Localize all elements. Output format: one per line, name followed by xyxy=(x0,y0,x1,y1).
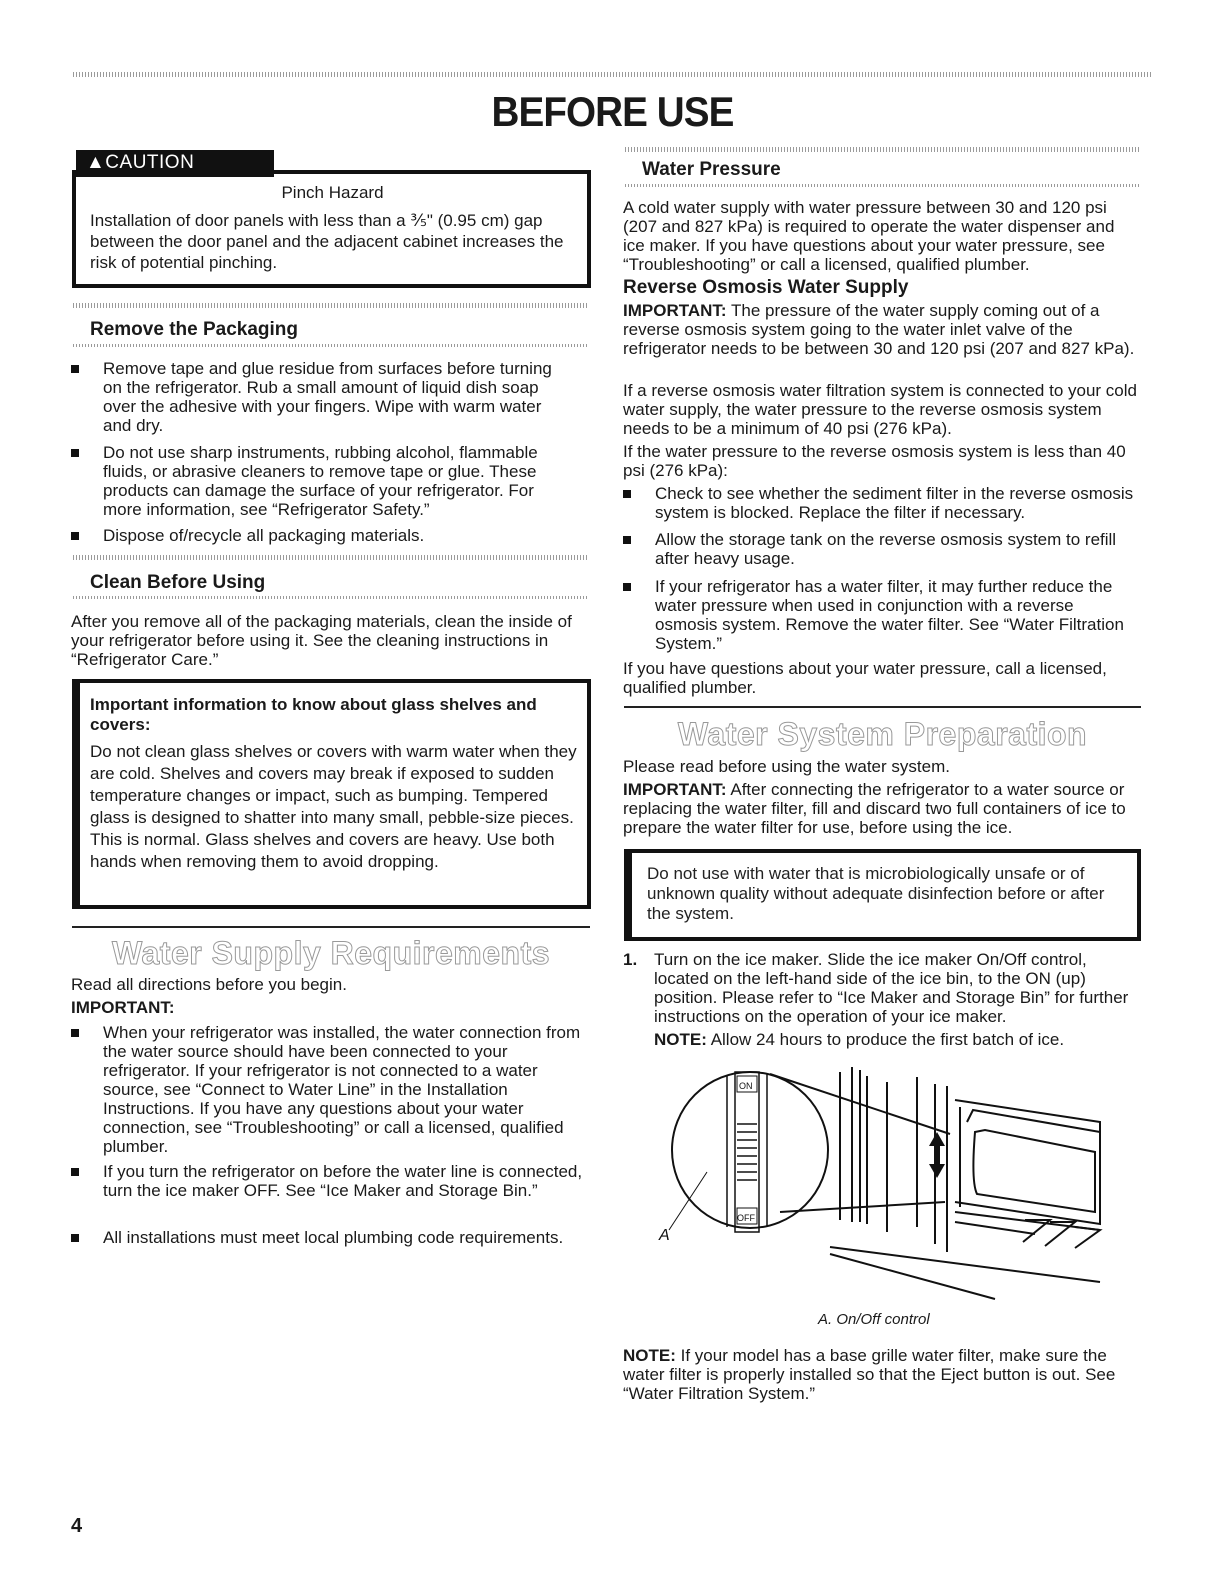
reverse-osmosis-p4: If you have questions about your water pressure, call a licensed, qualified plumber. xyxy=(623,659,1107,697)
water-supply-intro: Read all directions before you begin. xyxy=(71,975,347,994)
list-item-text: When your refrigerator was installed, the water connection from the water source should have been connected to your refrigerator. If your refrigerator is not connected to a water source, see “Connect to Water Line” in the Installation Instructions. If you have any questions about your water connection, see “Troubleshooting” or call a licensed, qualified plumber. xyxy=(103,1023,581,1156)
disinfection-text: Do not use with water that is microbiologically unsafe or of unknown quality without adequate disinfection before or after the system. xyxy=(647,864,1105,923)
up-down-arrow-icon xyxy=(929,1132,945,1178)
list-item-text: Check to see whether the sediment filter in the reverse osmosis system is blocked. Replace the filter if necessary. xyxy=(655,484,1134,522)
figure-on-label: ON xyxy=(739,1081,753,1091)
important-text: After connecting the refrigerator to a water source or replacing the water filter, fill and discard two full containers of ice to prepare the water filter for use, before using the ice. xyxy=(623,780,1126,837)
caution-tab: ▲CAUTION xyxy=(76,150,274,177)
important-label: IMPORTANT: xyxy=(623,301,727,320)
section-rule xyxy=(73,344,589,347)
note-label: NOTE: xyxy=(654,1030,707,1049)
list-item-text: If you turn the refrigerator on before the water line is connected, turn the ice maker OFF. See “Ice Maker and Storage Bin.” xyxy=(103,1162,583,1200)
section-rule xyxy=(73,303,589,308)
note-allow-24-hours xyxy=(654,1030,1134,1049)
reverse-osmosis-important xyxy=(623,301,1138,358)
top-rule xyxy=(73,72,1153,77)
water-system-prep-important xyxy=(623,780,1138,837)
note-text: If your model has a base grille water filter, make sure the water filter is properly installed so that the Eject button is out. See “Water Filtration System.” xyxy=(623,1346,1116,1403)
note-text: Allow 24 hours to produce the first batch of ice. xyxy=(710,1030,1065,1049)
bullet-square xyxy=(71,1234,79,1242)
water-pressure-heading: Water Pressure xyxy=(642,159,781,180)
step-text: Turn on the ice maker. Slide the ice maker On/Off control, located on the left-hand side of the ice bin, to the ON (up) position. Please refer to “Ice Maker and Storage Bin” for further instructions on the operation of your ice maker. xyxy=(654,950,1129,1026)
figure-off-label: OFF xyxy=(737,1213,755,1223)
list-item-text: If your refrigerator has a water filter, it may further reduce the water pressure when used in conjunction with a reverse osmosis system. Remove the water filter. See “Water Filtration System.” xyxy=(655,577,1124,653)
list-item-text: Do not use sharp instruments, rubbing alcohol, flammable fluids, or abrasive cleaners to remove tape or glue. These products can damage the surface of your refrigerator. For more information, see “Refrigerator Safety.” xyxy=(103,443,538,519)
ice-maker-on-off-figure xyxy=(655,1062,1115,1307)
step-number: 1. xyxy=(623,950,638,969)
bullet-square xyxy=(623,490,631,498)
important-text: The pressure of the water supply coming out of a reverse osmosis system going to the water inlet valve of the refrigerator needs to be between 30 and 120 psi (207 and 827 kPa). xyxy=(623,301,1135,358)
section-rule xyxy=(625,147,1141,152)
water-supply-title: Water Supply Requirements xyxy=(111,935,551,971)
water-system-prep-intro: Please read before using the water system. xyxy=(623,757,950,776)
list-item-text: Allow the storage tank on the reverse osmosis system to refill after heavy usage. xyxy=(655,530,1117,568)
water-supply-important: IMPORTANT: xyxy=(71,998,175,1017)
list-item-text: Remove tape and glue residue from surfaces before turning on the refrigerator. Rub a small amount of liquid dish soap over the adhesive with your fingers. Wipe with warm water and dry. xyxy=(103,359,552,435)
glass-info-heading: Important information to know about glass shelves and covers: xyxy=(90,695,537,734)
water-system-prep-title: Water System Preparation xyxy=(677,716,1088,752)
section-rule xyxy=(72,926,590,928)
reverse-osmosis-heading: Reverse Osmosis Water Supply xyxy=(623,277,909,298)
bullet-square xyxy=(623,536,631,544)
note-label: NOTE: xyxy=(623,1346,676,1365)
reverse-osmosis-p3: If the water pressure to the reverse osmosis system is less than 40 psi (276 kPa): xyxy=(623,442,1126,480)
note-base-grille xyxy=(623,1346,1138,1403)
remove-packaging-heading: Remove the Packaging xyxy=(90,319,299,340)
section-rule xyxy=(624,706,1141,708)
clean-before-heading: Clean Before Using xyxy=(90,572,266,593)
bullet-square xyxy=(623,583,631,591)
section-rule xyxy=(73,596,589,599)
list-item-text: Dispose of/recycle all packaging materials. xyxy=(103,526,425,545)
bullet-square xyxy=(71,365,79,373)
page-number: 4 xyxy=(71,1515,83,1537)
bullet-square xyxy=(71,532,79,540)
figure-caption: A. On/Off control xyxy=(818,1311,930,1328)
water-pressure-text: A cold water supply with water pressure between 30 and 120 psi (207 and 827 kPa) is required to operate the water dispenser and ice maker. If you have questions about your water pressure, see “Troubleshooting” or call a licensed, qualified plumber. xyxy=(623,198,1115,274)
caution-text: Installation of door panels with less than a ⅗" (0.95 cm) gap between the door panel and the adjacent cabinet increases the risk of potential pinching. xyxy=(90,211,564,272)
bullet-square xyxy=(71,449,79,457)
figure-callout-a: A xyxy=(659,1227,670,1244)
bullet-square xyxy=(71,1029,79,1037)
page-title: BEFORE USE xyxy=(491,88,734,135)
section-rule xyxy=(625,184,1141,187)
magnifier-circle xyxy=(672,1072,828,1228)
caution-heading: Pinch Hazard xyxy=(281,183,384,202)
bullet-square xyxy=(71,1168,79,1176)
list-item-text: All installations must meet local plumbing code requirements. xyxy=(103,1228,564,1247)
important-label: IMPORTANT: xyxy=(623,780,727,799)
section-rule xyxy=(73,555,589,560)
clean-before-text: After you remove all of the packaging materials, clean the inside of your refrigerator before using it. See the cleaning instructions in “Refrigerator Care.” xyxy=(71,612,572,669)
glass-info-text: Do not clean glass shelves or covers with warm water when they are cold. Shelves and covers may break if exposed to sudden temperature changes or impact, such as bumping. Tempered glass is designed to shatter into many small, pebble-size pieces. This is normal. Glass shelves and covers are heavy. Use both hands when removing them to avoid dropping. xyxy=(90,742,577,871)
reverse-osmosis-p2: If a reverse osmosis water filtration system is connected to your cold water supply, the water pressure to the reverse osmosis system needs to be a minimum of 40 psi (276 kPa). xyxy=(623,381,1137,438)
